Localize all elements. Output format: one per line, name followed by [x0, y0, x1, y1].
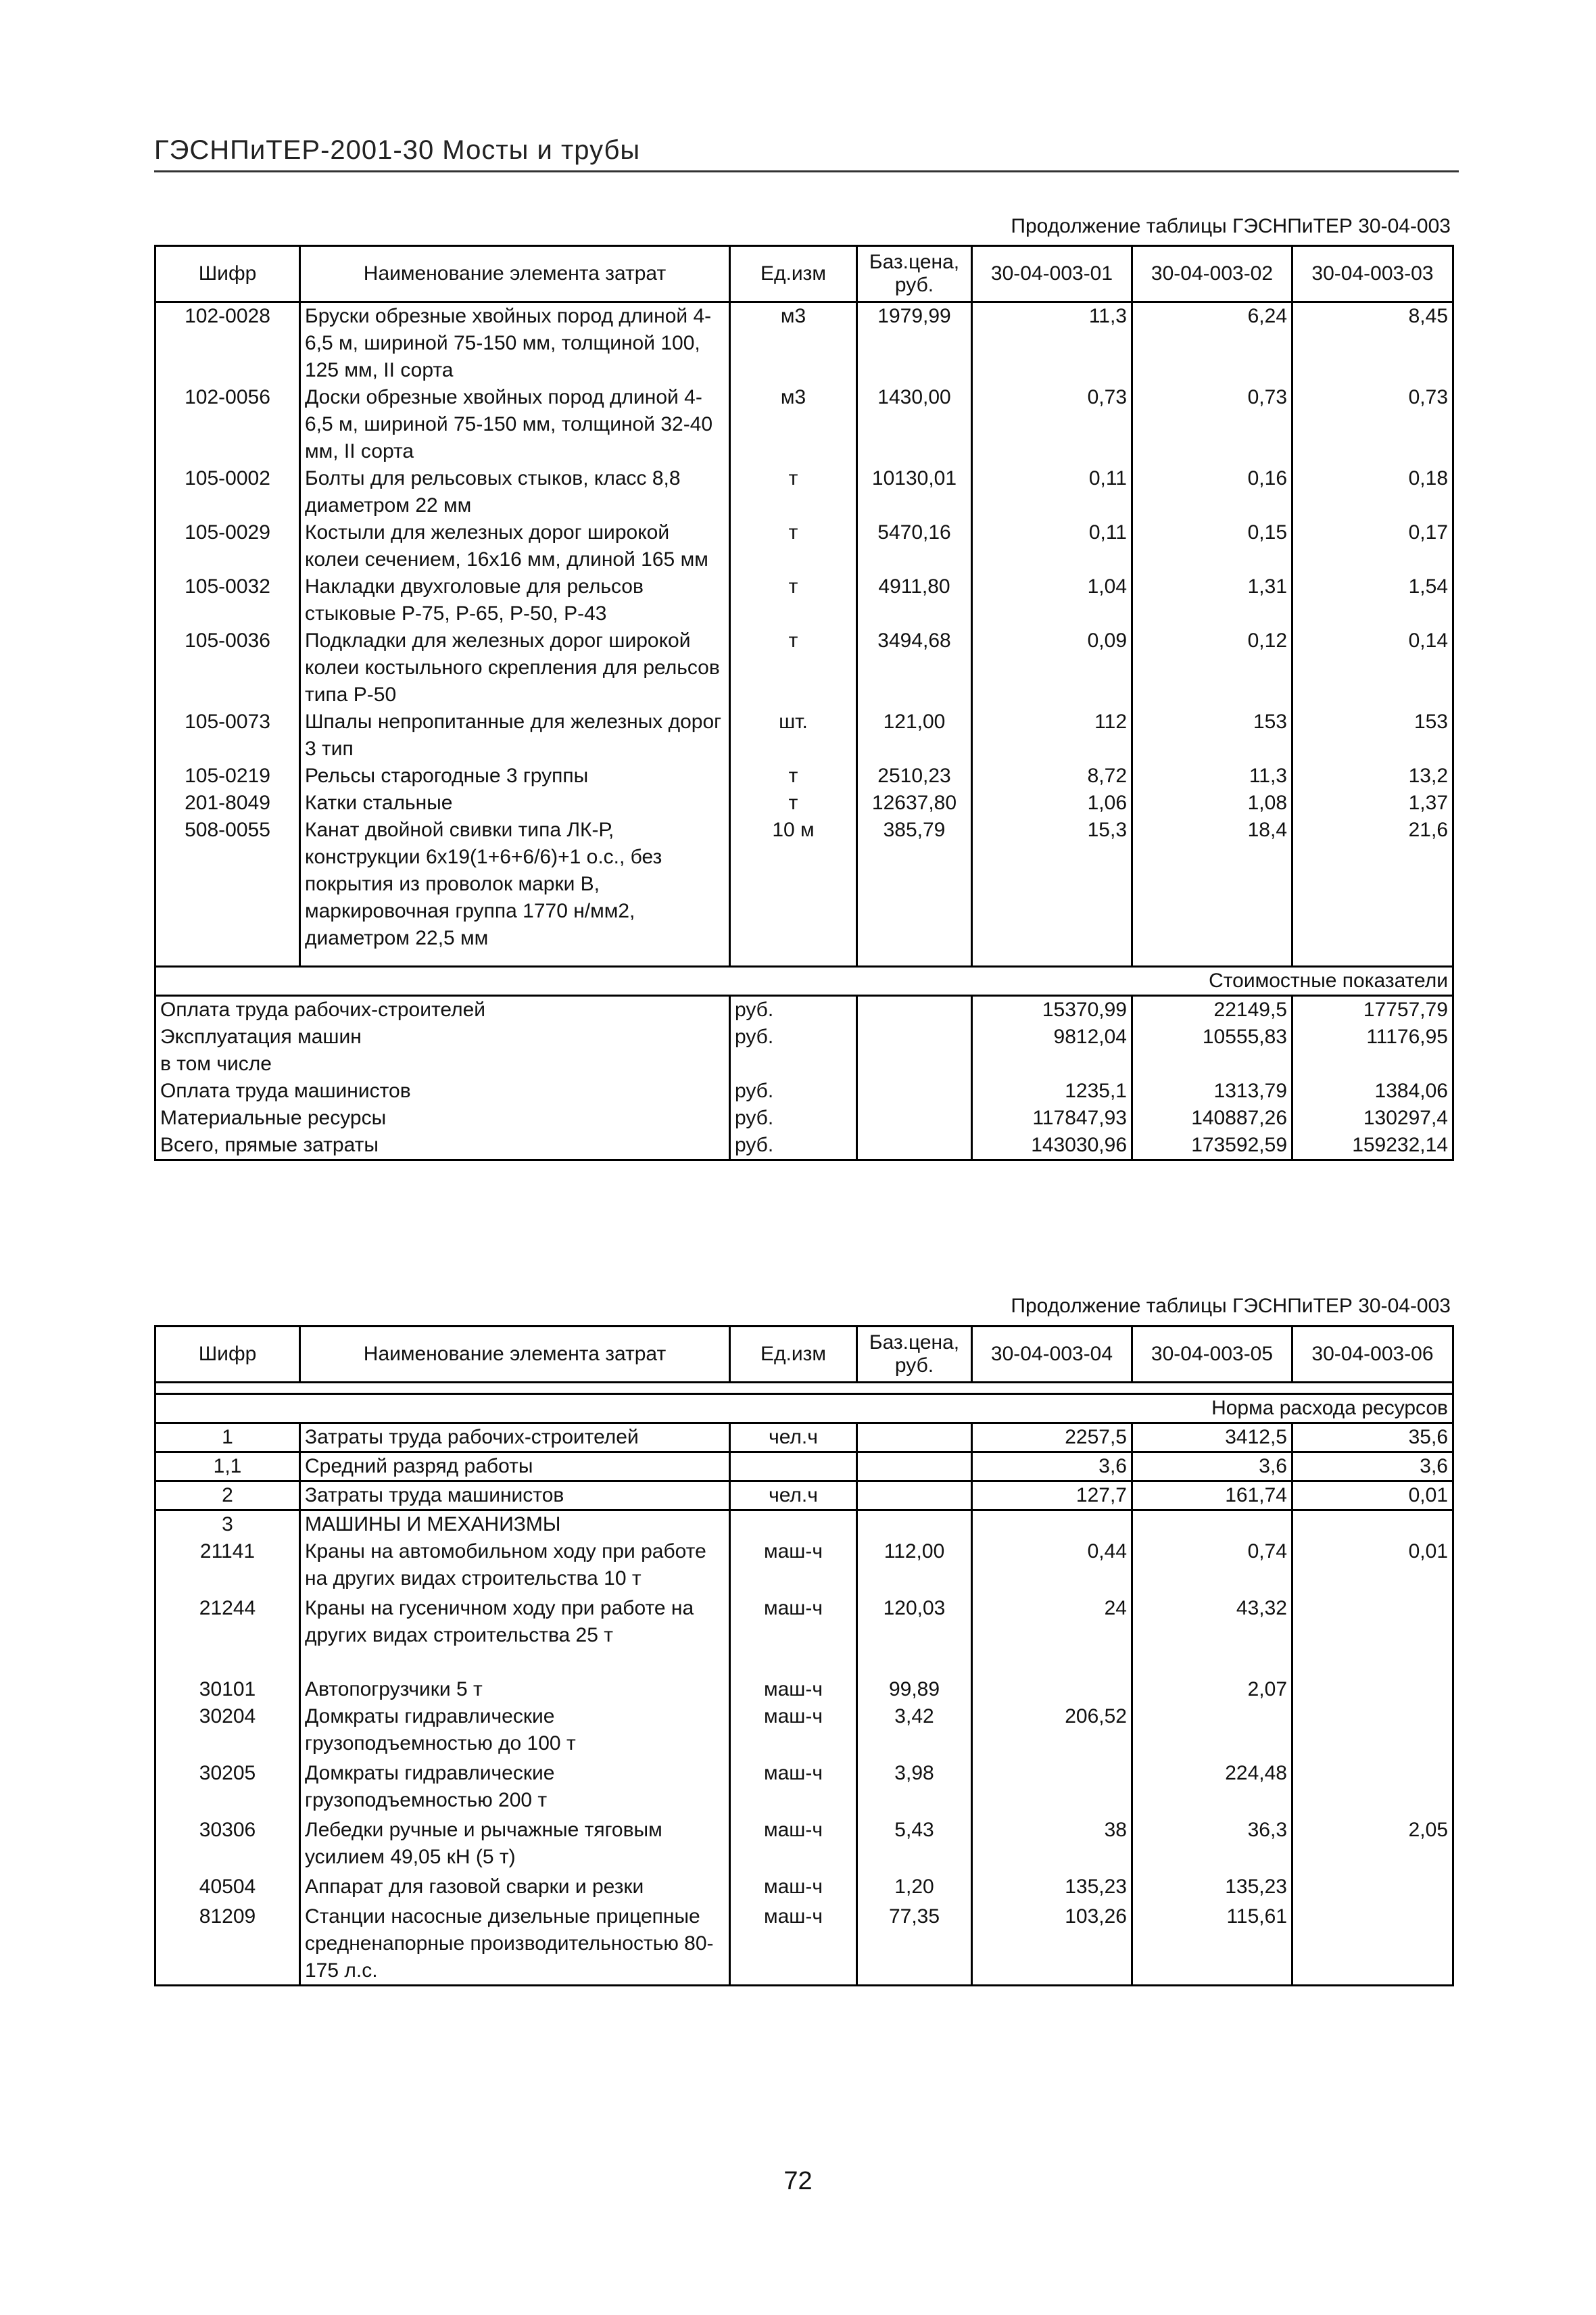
value-cell-2: 0,73	[1132, 384, 1292, 465]
code-cell: 81209	[155, 1903, 300, 1986]
price-cell: 121,00	[857, 709, 972, 763]
value-cell-1: 38	[972, 1817, 1132, 1874]
summary-value-2: 1313,79	[1132, 1078, 1292, 1105]
value-cell-3: 0,73	[1292, 384, 1453, 465]
code-cell: 40504	[155, 1874, 300, 1903]
summary-value-3	[1292, 1051, 1453, 1078]
unit-cell: т	[730, 627, 857, 709]
name-cell: Болты для рельсовых стыков, класс 8,8 диаметром 22 мм	[300, 465, 730, 519]
price-cell: 10130,01	[857, 465, 972, 519]
name-cell: Затраты труда рабочих-строителей	[300, 1423, 730, 1452]
unit-cell: маш-ч	[730, 1595, 857, 1676]
value-cell-1: 8,72	[972, 763, 1132, 790]
unit-cell: м3	[730, 384, 857, 465]
table-row	[155, 1760, 1453, 1817]
code-cell: 201-8049	[155, 790, 300, 817]
summary-price	[857, 1078, 972, 1105]
value-cell-2: 115,61	[1132, 1903, 1292, 1986]
table-row	[155, 1595, 1453, 1676]
summary-value-2: 22149,5	[1132, 996, 1292, 1024]
table-row	[155, 1510, 1453, 1539]
value-cell-2: 36,3	[1132, 1817, 1292, 1874]
spacer-row	[155, 1383, 1453, 1394]
summary-value-3: 159232,14	[1292, 1132, 1453, 1160]
value-cell-3: 0,17	[1292, 519, 1453, 573]
table-row	[155, 1703, 1453, 1760]
section-label: Стоимостные показатели	[155, 967, 1453, 996]
name-cell: Краны на автомобильном ходу при работе на других видах строительства 10 т	[300, 1538, 730, 1595]
value-cell-1: 0,73	[972, 384, 1132, 465]
summary-row	[155, 1132, 1453, 1160]
value-cell-2: 135,23	[1132, 1874, 1292, 1903]
table1-summary	[155, 956, 1453, 1160]
name-cell: Лебедки ручные и рычажные тяговым усилием 49,05 кН (5 т)	[300, 1817, 730, 1874]
name-cell: Аппарат для газовой сварки и резки	[300, 1874, 730, 1903]
value-cell-1: 0,09	[972, 627, 1132, 709]
price-cell: 112,00	[857, 1538, 972, 1595]
table-row	[155, 709, 1453, 763]
summary-unit: руб.	[730, 1132, 857, 1160]
value-cell-2: 0,12	[1132, 627, 1292, 709]
code-cell: 21141	[155, 1538, 300, 1595]
page-number: 72	[783, 2167, 813, 2195]
name-cell: Шпалы непропитанные для железных дорог 3 тип	[300, 709, 730, 763]
summary-value-3: 17757,79	[1292, 996, 1453, 1024]
value-cell-1	[972, 1676, 1132, 1703]
price-cell: 1430,00	[857, 384, 972, 465]
value-cell-3	[1292, 1676, 1453, 1703]
price-cell: 5470,16	[857, 519, 972, 573]
value-cell-3: 1,54	[1292, 573, 1453, 627]
value-cell-3: 3,6	[1292, 1452, 1453, 1481]
page-header	[154, 135, 1459, 176]
value-cell-1	[972, 1760, 1132, 1817]
name-cell: Краны на гусеничном ходу при работе на других видах строительства 25 т	[300, 1595, 730, 1676]
unit-cell	[730, 1452, 857, 1481]
summary-value-2	[1132, 1051, 1292, 1078]
code-cell: 30204	[155, 1703, 300, 1760]
section-label-row	[155, 1394, 1453, 1423]
unit-cell: маш-ч	[730, 1903, 857, 1986]
summary-name: Материальные ресурсы	[155, 1105, 730, 1132]
unit-cell: т	[730, 519, 857, 573]
name-cell: Доски обрезные хвойных пород длиной 4-6,5 м, шириной 75-150 мм, толщиной 32-40 мм, II сорта	[300, 384, 730, 465]
summary-unit: руб.	[730, 1024, 857, 1051]
summary-value-1: 15370,99	[972, 996, 1132, 1024]
code-cell: 508-0055	[155, 817, 300, 956]
value-cell-2: 1,31	[1132, 573, 1292, 627]
unit-cell: т	[730, 790, 857, 817]
unit-cell	[730, 1510, 857, 1539]
col-header-v2: 30-04-003-05	[1132, 1327, 1292, 1383]
table-row	[155, 1817, 1453, 1874]
spacer-cell	[1292, 956, 1453, 967]
table-row	[155, 817, 1453, 956]
table2-header-row	[155, 1327, 1453, 1383]
col-header-v1: 30-04-003-01	[972, 246, 1132, 302]
unit-cell: маш-ч	[730, 1703, 857, 1760]
price-cell: 385,79	[857, 817, 972, 956]
value-cell-2: 0,15	[1132, 519, 1292, 573]
summary-value-1: 117847,93	[972, 1105, 1132, 1132]
summary-value-3: 11176,95	[1292, 1024, 1453, 1051]
value-cell-1: 3,6	[972, 1452, 1132, 1481]
col-header-price: Баз.цена, руб.	[857, 1327, 972, 1383]
spacer-cell	[857, 956, 972, 967]
value-cell-2: 2,07	[1132, 1676, 1292, 1703]
name-cell: Затраты труда машинистов	[300, 1481, 730, 1510]
value-cell-1: 1,04	[972, 573, 1132, 627]
table1	[154, 245, 1454, 1161]
table2	[154, 1325, 1454, 1986]
col-header-name: Наименование элемента затрат	[300, 1327, 730, 1383]
value-cell-3	[1292, 1874, 1453, 1903]
summary-value-3: 1384,06	[1292, 1078, 1453, 1105]
spacer-cell	[300, 956, 730, 967]
col-header-name: Наименование элемента затрат	[300, 246, 730, 302]
col-header-unit: Ед.изм	[730, 1327, 857, 1383]
summary-value-2: 140887,26	[1132, 1105, 1292, 1132]
table-row	[155, 627, 1453, 709]
price-cell: 2510,23	[857, 763, 972, 790]
summary-unit: руб.	[730, 1105, 857, 1132]
summary-name: Оплата труда машинистов	[155, 1078, 730, 1105]
value-cell-2: 3412,5	[1132, 1423, 1292, 1452]
col-header-unit: Ед.изм	[730, 246, 857, 302]
value-cell-1: 0,11	[972, 519, 1132, 573]
summary-value-3: 130297,4	[1292, 1105, 1453, 1132]
code-cell: 105-0032	[155, 573, 300, 627]
value-cell-3: 0,01	[1292, 1538, 1453, 1595]
table-row	[155, 763, 1453, 790]
table-row	[155, 1676, 1453, 1703]
value-cell-2	[1132, 1510, 1292, 1539]
code-cell: 105-0029	[155, 519, 300, 573]
code-cell: 1,1	[155, 1452, 300, 1481]
col-header-v3: 30-04-003-06	[1292, 1327, 1453, 1383]
value-cell-3: 0,01	[1292, 1481, 1453, 1510]
col-header-code: Шифр	[155, 246, 300, 302]
value-cell-3	[1292, 1510, 1453, 1539]
unit-cell: 10 м	[730, 817, 857, 956]
summary-unit: руб.	[730, 996, 857, 1024]
value-cell-2: 18,4	[1132, 817, 1292, 956]
value-cell-2: 1,08	[1132, 790, 1292, 817]
summary-value-1: 1235,1	[972, 1078, 1132, 1105]
spacer-cell	[972, 956, 1132, 967]
table1-body	[155, 302, 1453, 957]
table-row	[155, 1452, 1453, 1481]
value-cell-1: 112	[972, 709, 1132, 763]
name-cell: Домкраты гидравлические грузоподъемностью до 100 т	[300, 1703, 730, 1760]
col-header-code: Шифр	[155, 1327, 300, 1383]
table-row	[155, 1874, 1453, 1903]
value-cell-1: 11,3	[972, 302, 1132, 385]
code-cell: 1	[155, 1423, 300, 1452]
summary-price	[857, 1132, 972, 1160]
value-cell-3: 0,18	[1292, 465, 1453, 519]
price-cell: 120,03	[857, 1595, 972, 1676]
summary-value-1	[972, 1051, 1132, 1078]
unit-cell: маш-ч	[730, 1760, 857, 1817]
header-rule	[154, 170, 1459, 172]
value-cell-1: 24	[972, 1595, 1132, 1676]
value-cell-3	[1292, 1760, 1453, 1817]
value-cell-1: 15,3	[972, 817, 1132, 956]
value-cell-1: 206,52	[972, 1703, 1132, 1760]
price-cell: 1,20	[857, 1874, 972, 1903]
value-cell-3: 2,05	[1292, 1817, 1453, 1874]
document-title: ГЭСНПиТЕР-2001-30 Мосты и трубы	[154, 135, 641, 165]
price-cell: 12637,80	[857, 790, 972, 817]
table2-body	[155, 1383, 1453, 1986]
summary-unit	[730, 1051, 857, 1078]
name-cell: Автопогрузчики 5 т	[300, 1676, 730, 1703]
summary-price	[857, 1105, 972, 1132]
value-cell-1: 135,23	[972, 1874, 1132, 1903]
col-header-price: Баз.цена, руб.	[857, 246, 972, 302]
unit-cell: м3	[730, 302, 857, 385]
code-cell: 105-0036	[155, 627, 300, 709]
value-cell-2: 3,6	[1132, 1452, 1292, 1481]
price-cell: 5,43	[857, 1817, 972, 1874]
table-row	[155, 519, 1453, 573]
summary-name: Эксплуатация машин	[155, 1024, 730, 1051]
table-row	[155, 302, 1453, 385]
value-cell-1: 127,7	[972, 1481, 1132, 1510]
value-cell-3: 21,6	[1292, 817, 1453, 956]
name-cell: Накладки двухголовые для рельсов стыковые Р-75, Р-65, Р-50, Р-43	[300, 573, 730, 627]
price-cell: 3494,68	[857, 627, 972, 709]
value-cell-3: 35,6	[1292, 1423, 1453, 1452]
price-cell: 3,42	[857, 1703, 972, 1760]
unit-cell: маш-ч	[730, 1538, 857, 1595]
value-cell-3: 13,2	[1292, 763, 1453, 790]
summary-price	[857, 1051, 972, 1078]
section-label: Норма расхода ресурсов	[155, 1394, 1453, 1423]
table-row	[155, 790, 1453, 817]
spacer-cell	[155, 956, 300, 967]
summary-name: Оплата труда рабочих-строителей	[155, 996, 730, 1024]
summary-row	[155, 1051, 1453, 1078]
summary-name: в том числе	[155, 1051, 730, 1078]
name-cell: Рельсы старогодные 3 группы	[300, 763, 730, 790]
unit-cell: чел.ч	[730, 1481, 857, 1510]
table1-caption: Продолжение таблицы ГЭСНПиТЕР 30-04-003	[1011, 215, 1451, 237]
value-cell-3	[1292, 1703, 1453, 1760]
price-cell	[857, 1510, 972, 1539]
summary-row	[155, 1078, 1453, 1105]
table1-header-row	[155, 246, 1453, 302]
value-cell-2: 161,74	[1132, 1481, 1292, 1510]
table-row	[155, 384, 1453, 465]
unit-cell: чел.ч	[730, 1423, 857, 1452]
price-cell	[857, 1481, 972, 1510]
unit-cell: маш-ч	[730, 1817, 857, 1874]
code-cell: 30101	[155, 1676, 300, 1703]
code-cell: 21244	[155, 1595, 300, 1676]
code-cell: 102-0028	[155, 302, 300, 385]
col-header-v2: 30-04-003-02	[1132, 246, 1292, 302]
price-cell: 4911,80	[857, 573, 972, 627]
unit-cell: т	[730, 573, 857, 627]
table-row	[155, 1903, 1453, 1986]
table2-caption: Продолжение таблицы ГЭСНПиТЕР 30-04-003	[1011, 1295, 1451, 1317]
summary-price	[857, 996, 972, 1024]
name-cell: Бруски обрезные хвойных пород длиной 4-6,5 м, шириной 75-150 мм, толщиной 100, 125 мм, II сорта	[300, 302, 730, 385]
code-cell: 30205	[155, 1760, 300, 1817]
col-header-v3: 30-04-003-03	[1292, 246, 1453, 302]
value-cell-1: 2257,5	[972, 1423, 1132, 1452]
value-cell-1: 1,06	[972, 790, 1132, 817]
price-cell: 3,98	[857, 1760, 972, 1817]
spacer-cell	[730, 956, 857, 967]
value-cell-3: 153	[1292, 709, 1453, 763]
table-row	[155, 1423, 1453, 1452]
value-cell-2: 0,16	[1132, 465, 1292, 519]
value-cell-2: 6,24	[1132, 302, 1292, 385]
summary-price	[857, 1024, 972, 1051]
section-label-row	[155, 967, 1453, 996]
value-cell-3: 0,14	[1292, 627, 1453, 709]
table-row	[155, 1538, 1453, 1595]
unit-cell: т	[730, 465, 857, 519]
value-cell-1: 0,44	[972, 1538, 1132, 1595]
table-row	[155, 465, 1453, 519]
price-cell: 77,35	[857, 1903, 972, 1986]
summary-row	[155, 1105, 1453, 1132]
value-cell-3: 8,45	[1292, 302, 1453, 385]
summary-value-1: 9812,04	[972, 1024, 1132, 1051]
code-cell: 3	[155, 1510, 300, 1539]
value-cell-2: 43,32	[1132, 1595, 1292, 1676]
price-cell: 99,89	[857, 1676, 972, 1703]
value-cell-2: 224,48	[1132, 1760, 1292, 1817]
table-row	[155, 573, 1453, 627]
summary-unit: руб.	[730, 1078, 857, 1105]
code-cell: 105-0002	[155, 465, 300, 519]
name-cell: Катки стальные	[300, 790, 730, 817]
value-cell-2: 0,74	[1132, 1538, 1292, 1595]
value-cell-3	[1292, 1903, 1453, 1986]
price-cell	[857, 1452, 972, 1481]
name-cell: Домкраты гидравлические грузоподъемностью 200 т	[300, 1760, 730, 1817]
value-cell-1: 103,26	[972, 1903, 1132, 1986]
value-cell-1: 0,11	[972, 465, 1132, 519]
name-cell: Костыли для железных дорог широкой колеи сечением, 16х16 мм, длиной 165 мм	[300, 519, 730, 573]
value-cell-3	[1292, 1595, 1453, 1676]
summary-value-1: 143030,96	[972, 1132, 1132, 1160]
value-cell-2	[1132, 1703, 1292, 1760]
code-cell: 105-0219	[155, 763, 300, 790]
value-cell-2: 153	[1132, 709, 1292, 763]
name-cell: Подкладки для железных дорог широкой колеи костыльного скрепления для рельсов типа Р-50	[300, 627, 730, 709]
name-cell: МАШИНЫ И МЕХАНИЗМЫ	[300, 1510, 730, 1539]
spacer-cell	[1132, 956, 1292, 967]
summary-value-2: 10555,83	[1132, 1024, 1292, 1051]
code-cell: 30306	[155, 1817, 300, 1874]
code-cell: 2	[155, 1481, 300, 1510]
value-cell-2: 11,3	[1132, 763, 1292, 790]
unit-cell: т	[730, 763, 857, 790]
price-cell	[857, 1423, 972, 1452]
spacer-row	[155, 956, 1453, 967]
summary-row	[155, 1024, 1453, 1051]
unit-cell: шт.	[730, 709, 857, 763]
summary-value-2: 173592,59	[1132, 1132, 1292, 1160]
name-cell: Станции насосные дизельные прицепные средненапорные производительностью 80-175 л.с.	[300, 1903, 730, 1986]
table-row	[155, 1481, 1453, 1510]
summary-name: Всего, прямые затраты	[155, 1132, 730, 1160]
unit-cell: маш-ч	[730, 1874, 857, 1903]
name-cell: Канат двойной свивки типа ЛК-Р, конструкции 6х19(1+6+6/6)+1 о.с., без покрытия из проволок марки В, маркировочная группа 1770 н/мм2, диаметром 22,5 мм	[300, 817, 730, 956]
value-cell-3: 1,37	[1292, 790, 1453, 817]
spacer-cell	[155, 1383, 1453, 1394]
col-header-v1: 30-04-003-04	[972, 1327, 1132, 1383]
code-cell: 102-0056	[155, 384, 300, 465]
name-cell: Средний разряд работы	[300, 1452, 730, 1481]
price-cell: 1979,99	[857, 302, 972, 385]
unit-cell: маш-ч	[730, 1676, 857, 1703]
code-cell: 105-0073	[155, 709, 300, 763]
summary-row	[155, 996, 1453, 1024]
value-cell-1	[972, 1510, 1132, 1539]
